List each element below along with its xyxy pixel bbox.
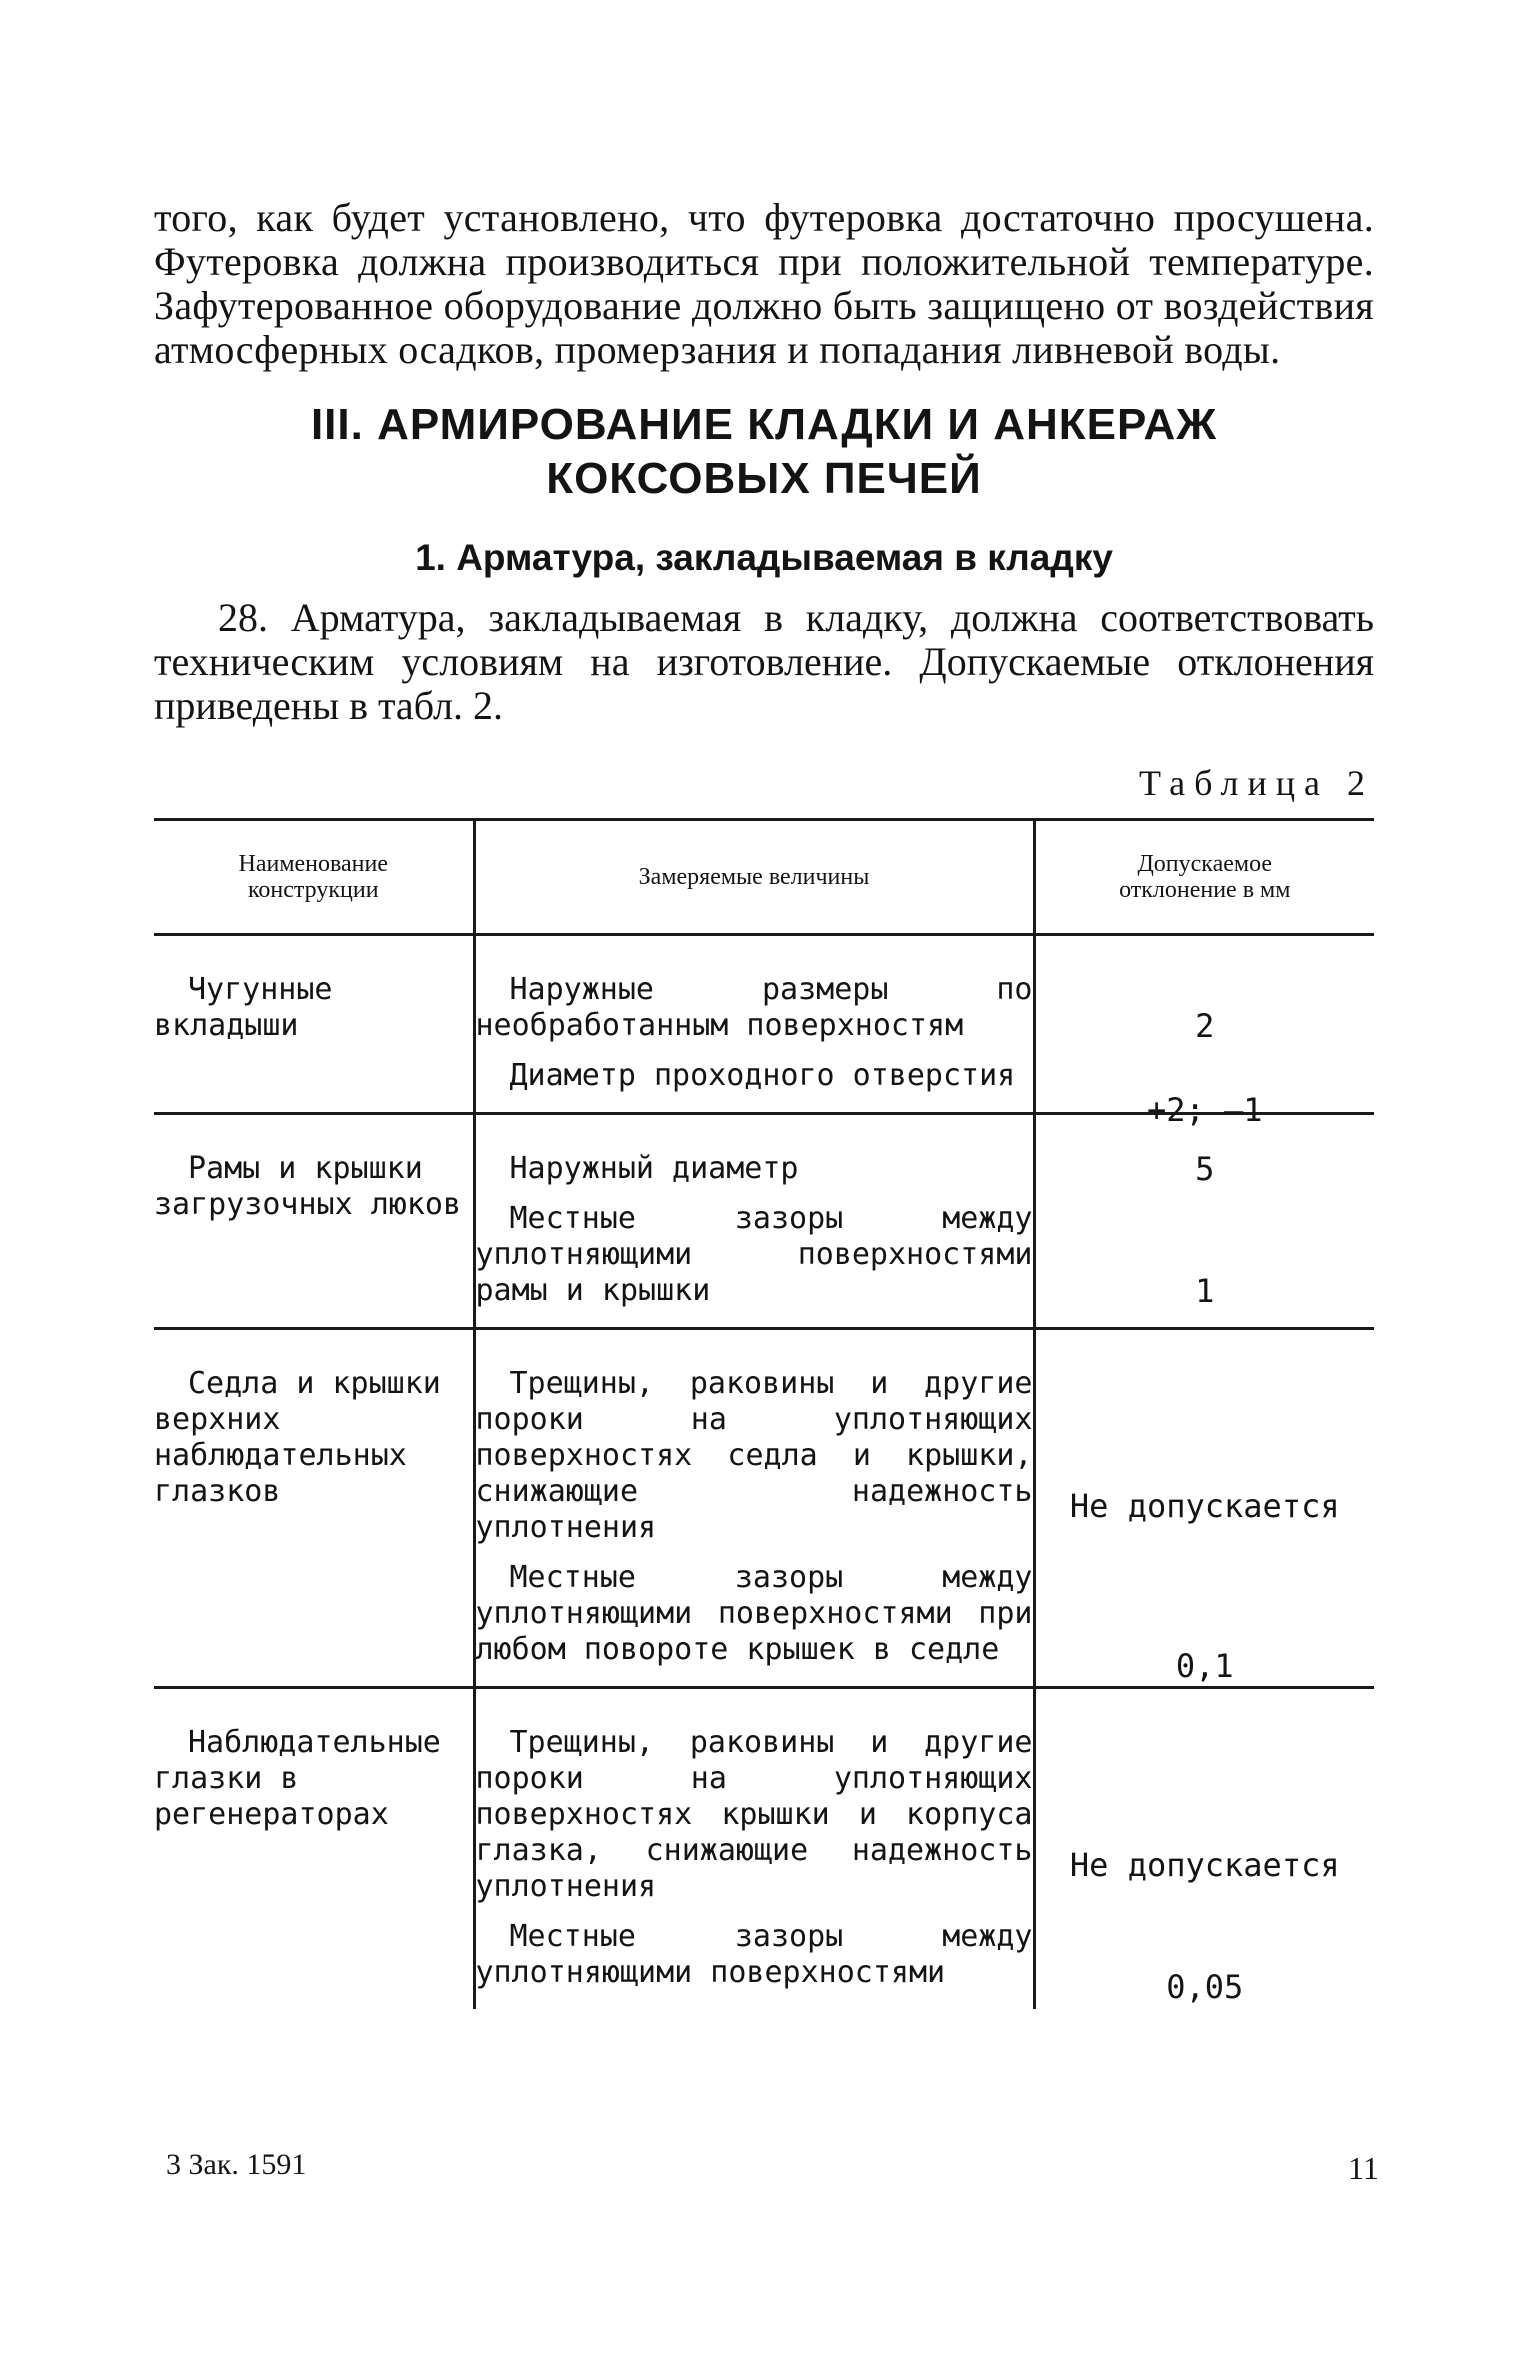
- row-2-tolerance-1: 5: [1195, 1150, 1215, 1188]
- document-page: [154, 196, 1374, 2009]
- header-construction-line-1: Наименование: [238, 851, 389, 877]
- table-row: [154, 1114, 1374, 1329]
- row-1-item-2: Диаметр проходного отверстия: [509, 1058, 1016, 1093]
- row-4-item-2: Местные зазоры между уплотняющими поверхностями: [475, 1919, 1033, 1990]
- section-title-line-1: III. АРМИРОВАНИЕ КЛАДКИ И АНКЕРАЖ: [310, 400, 1218, 449]
- row-4-tolerance-2: 0,05: [1166, 1968, 1244, 2006]
- row-1-item-1: Наружные размеры по необработанным поверхностям: [475, 972, 1033, 1043]
- row-2-tolerance: [1034, 1114, 1374, 1329]
- row-2-item-2: Местные зазоры между уплотняющими поверхностями рамы и крышки: [475, 1201, 1033, 1308]
- row-2-tolerance-2: 1: [1195, 1272, 1215, 1310]
- row-3-name: Седла и крышки верхних наблюдательных глазков: [154, 1329, 474, 1688]
- row-3-item-2: Местные зазоры между уплотняющими поверхностями при любом повороте крышек в седле: [475, 1560, 1033, 1667]
- header-measured: Замеряемые величины: [474, 820, 1034, 935]
- header-tolerance-line-1: Допускаемое: [1137, 851, 1273, 877]
- row-1-name: Чугунные вкладыши: [154, 972, 333, 1043]
- header-tolerance-line-2: отклонение в мм: [1119, 877, 1291, 903]
- row-4-measured: [474, 1688, 1034, 2010]
- header-tolerance: [1034, 820, 1374, 935]
- page-number: 11: [1348, 2150, 1379, 2186]
- row-1-measured: [474, 935, 1034, 1114]
- row-4-tolerance-1: Не допускается: [1069, 1846, 1340, 1884]
- section-title: [154, 398, 1374, 506]
- header-construction-line-2: конструкции: [247, 877, 379, 903]
- row-3-tolerance-1: Не допускается: [1069, 1487, 1340, 1525]
- row-3-tolerance-2: 0,1: [1175, 1647, 1234, 1685]
- table-row: [154, 1329, 1374, 1688]
- row-1-tolerance-2: +2; —1: [1146, 1091, 1263, 1129]
- table-header-row: [154, 820, 1374, 935]
- row-1-tolerance: [1034, 935, 1374, 1129]
- row-2-measured: [474, 1114, 1034, 1329]
- row-2-item-1: Наружный диаметр: [509, 1151, 799, 1186]
- row-1-tolerance-1: 2: [1195, 1007, 1215, 1045]
- row-3-measured: [474, 1329, 1034, 1688]
- table-label: Таблица 2: [1139, 763, 1374, 803]
- row-4-tolerance: [1034, 1688, 1374, 2010]
- section-title-line-2: КОКСОВЫХ ПЕЧЕЙ: [546, 454, 982, 503]
- subsection-title: 1. Арматура, закладываемая в кладку: [415, 537, 1113, 578]
- paragraph-28: 28. Арматура, закладываемая в кладку, должна соответствовать техническим условиям на изготовление. Допускаемые отклонения приведены в табл. 2.: [154, 595, 1374, 728]
- table-row: [154, 935, 1374, 1114]
- footer-order-number: 3 Зак. 1591: [166, 2148, 307, 2181]
- row-3-item-1: Трещины, раковины и другие пороки на уплотняющих поверхностях седла и крышки, снижающие надежность уплотнения: [475, 1366, 1033, 1545]
- row-4-name: Наблюдательные глазки в регенераторах: [154, 1688, 474, 2010]
- tolerance-table: [154, 818, 1374, 2009]
- intro-paragraph: того, как будет установлено, что футеровка достаточно просушена. Футеровка должна производиться при положительной температуре. Зафутерованное оборудование должно быть защищено от воздействия атмосферных осадков, промерзания и попадания ливневой воды.: [154, 195, 1374, 372]
- row-2-name: Рамы и крышки загрузочных люков: [154, 1114, 474, 1329]
- table-row: [154, 1688, 1374, 2010]
- row-3-tolerance: [1034, 1329, 1374, 1688]
- header-construction: [154, 820, 474, 935]
- row-4-item-1: Трещины, раковины и другие пороки на уплотняющих поверхностях крышки и корпуса глазка, снижающие надежность уплотнения: [475, 1725, 1033, 1904]
